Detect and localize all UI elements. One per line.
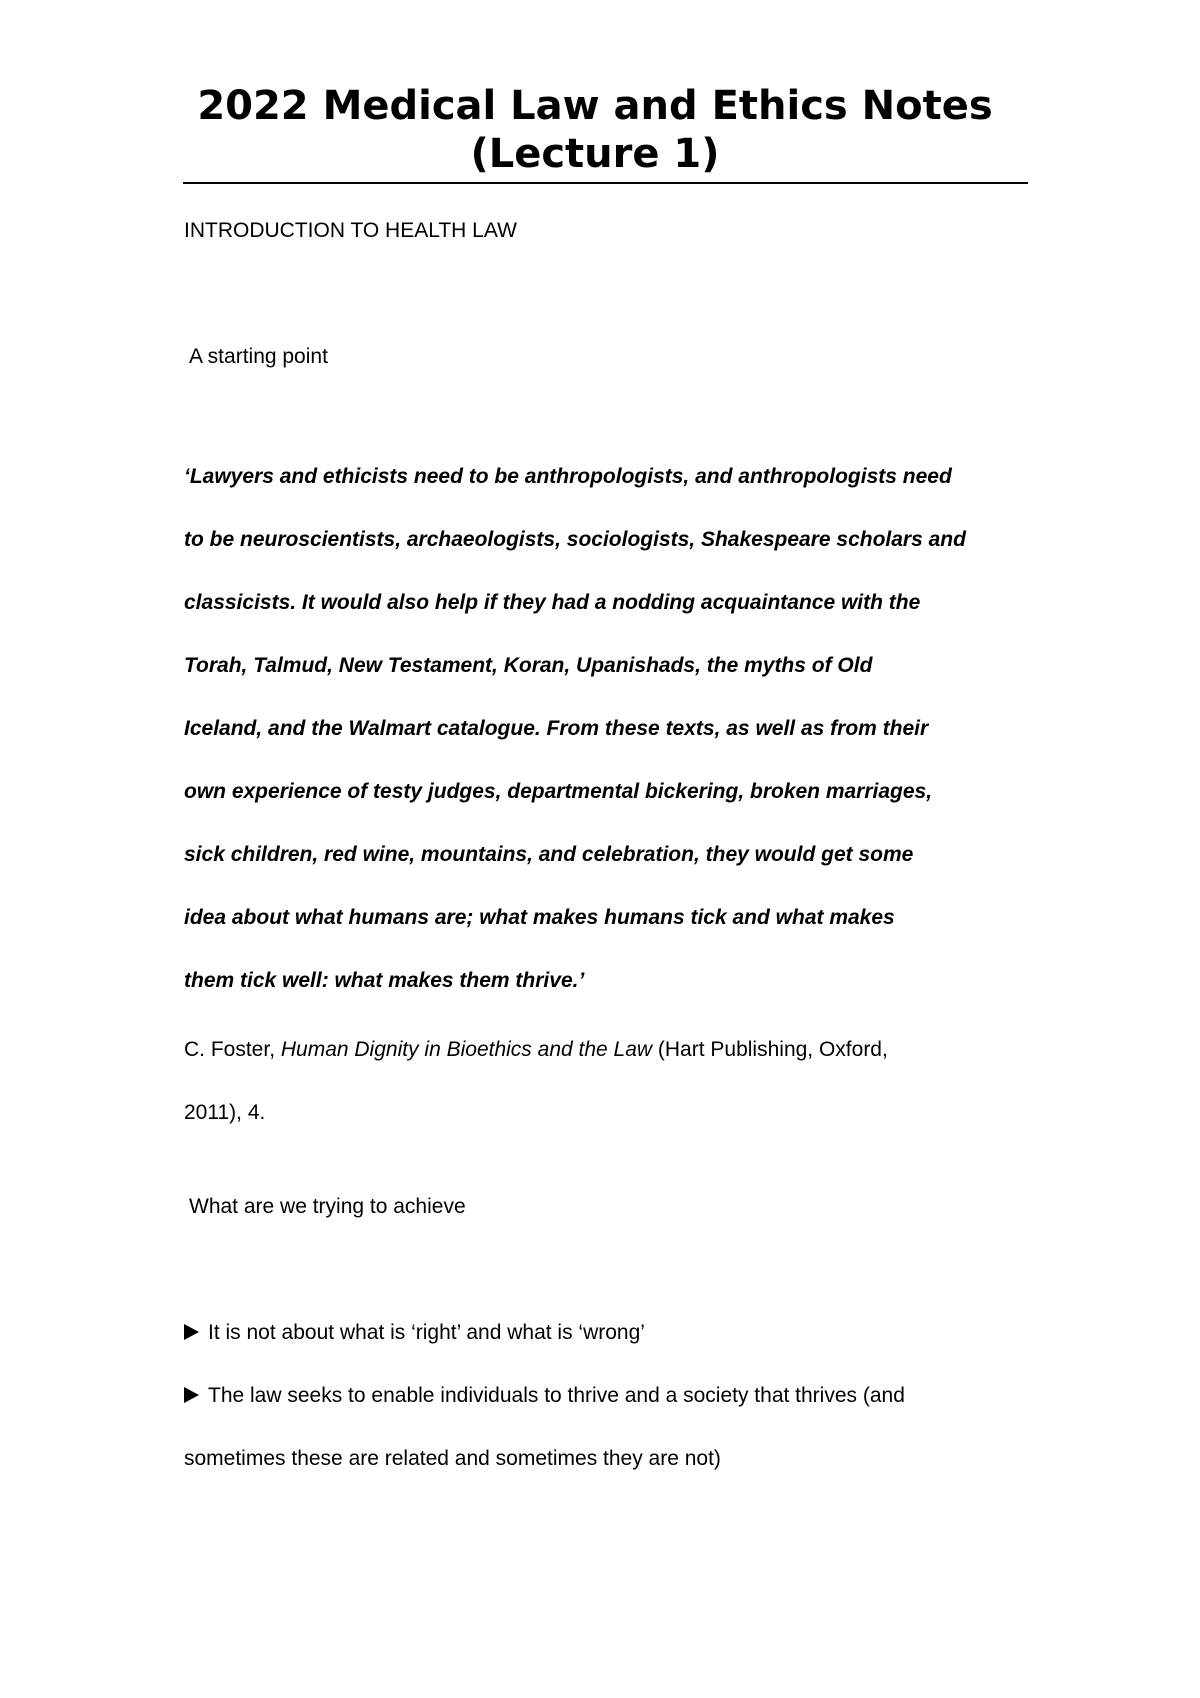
bullet-line xyxy=(184,1318,905,1381)
quote-line: idea about what humans are; what makes humans tick and what makes xyxy=(184,906,895,929)
citation-line-1 xyxy=(184,1035,888,1098)
block-quote xyxy=(184,462,1034,1029)
citation-line-2: 2011), 4. xyxy=(184,1101,266,1124)
intro-heading: INTRODUCTION TO HEALTH LAW xyxy=(184,219,517,242)
quote-line: them tick well: what makes them thrive.’ xyxy=(184,969,585,992)
quote-citation xyxy=(184,1035,888,1161)
bullet-list xyxy=(184,1318,905,1507)
quote-line: Iceland, and the Walmart catalogue. From these texts, as well as from their xyxy=(184,717,929,740)
quote-line: ‘Lawyers and ethicists need to be anthropologists, and anthropologists need xyxy=(184,465,952,488)
title-underline xyxy=(183,182,1028,184)
bullet-line xyxy=(184,1381,905,1444)
citation-book-title: Human Dignity in Bioethics and the Law xyxy=(280,1038,653,1061)
right-pointer-icon xyxy=(184,1387,199,1403)
citation-publisher: (Hart Publishing, Oxford, xyxy=(652,1038,888,1061)
title-line-2: (Lecture 1) xyxy=(470,131,720,177)
list-item xyxy=(184,1381,905,1507)
right-pointer-icon xyxy=(184,1324,199,1340)
title-line-1: 2022 Medical Law and Ethics Notes xyxy=(197,83,993,129)
quote-line: own experience of testy judges, departmental bickering, broken marriages, xyxy=(184,780,933,803)
section-heading-achieve: What are we trying to achieve xyxy=(189,1195,466,1218)
bullet-text: It is not about what is ‘right’ and what is ‘wrong’ xyxy=(208,1321,645,1344)
quote-line: classicists. It would also help if they had a nodding acquaintance with the xyxy=(184,591,921,614)
list-item xyxy=(184,1318,905,1381)
bullet-continuation: sometimes these are related and sometimes they are not) xyxy=(184,1447,721,1470)
citation-author: C. Foster, xyxy=(184,1038,281,1061)
quote-line: sick children, red wine, mountains, and celebration, they would get some xyxy=(184,843,914,866)
document-title xyxy=(160,82,1030,178)
bullet-text: The law seeks to enable individuals to thrive and a society that thrives (and xyxy=(208,1384,905,1407)
quote-line: to be neuroscientists, archaeologists, sociologists, Shakespeare scholars and xyxy=(184,528,966,551)
quote-line: Torah, Talmud, New Testament, Koran, Upanishads, the myths of Old xyxy=(184,654,873,677)
section-heading-starting-point: A starting point xyxy=(189,345,328,368)
